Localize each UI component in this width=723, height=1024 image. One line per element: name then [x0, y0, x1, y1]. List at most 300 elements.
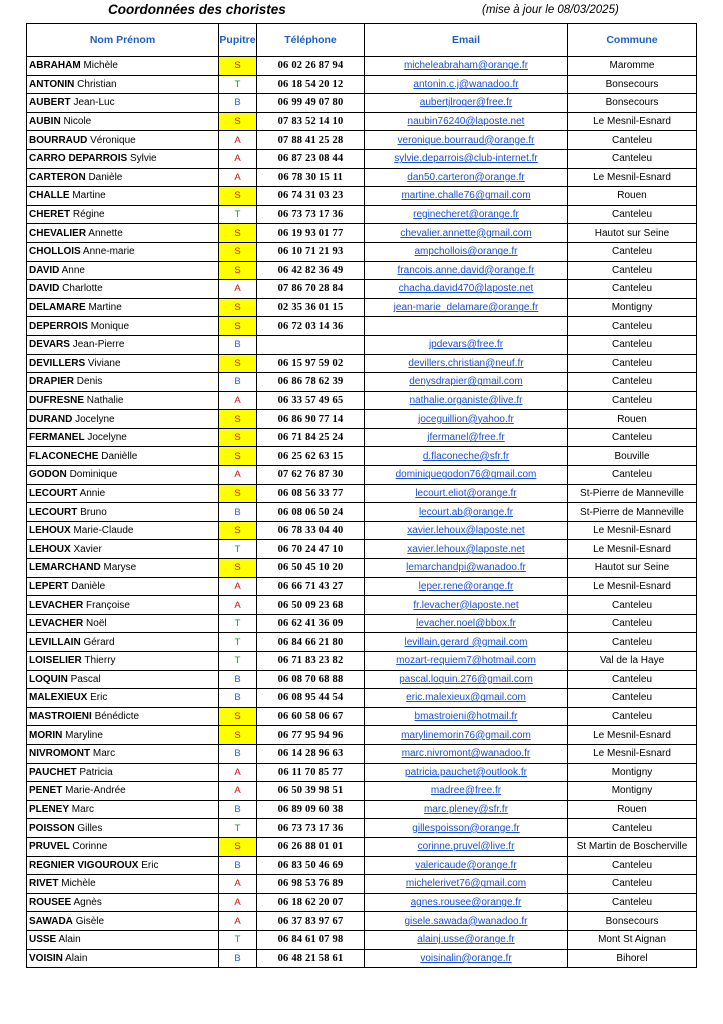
email-cell [365, 205, 568, 224]
commune-cell: Canteleu [568, 819, 697, 838]
last-name: DRAPIER [29, 376, 75, 388]
email-cell [365, 447, 568, 466]
commune-cell: Bonsecours [568, 94, 697, 113]
last-name: LOQUIN [29, 673, 68, 685]
name-cell [27, 131, 219, 150]
name-cell [27, 782, 219, 801]
table-row [27, 837, 697, 856]
commune-cell: Hautot sur Seine [568, 224, 697, 243]
email-cell [365, 521, 568, 540]
email-cell [365, 503, 568, 522]
first-name: Christian [77, 78, 117, 90]
table-row [27, 298, 697, 317]
phone-cell: 06 99 49 07 80 [257, 94, 365, 113]
first-name: Jocelyne [75, 413, 115, 425]
email-link[interactable]: jfermanel@free.fr [427, 432, 505, 444]
name-cell [27, 317, 219, 336]
email-link[interactable]: antonin.c.j@wanadoo.fr [413, 78, 519, 90]
pupitre-cell: A [219, 875, 257, 894]
table-row [27, 242, 697, 261]
email-cell [365, 261, 568, 280]
email-cell [365, 744, 568, 763]
last-name: LOISELIER [29, 655, 82, 667]
email-link[interactable]: dan50.carteron@orange.fr [407, 171, 525, 183]
email-cell [365, 187, 568, 206]
last-name: NIVROMONT [29, 748, 91, 760]
email-link[interactable]: naubin76240@laposte.net [407, 116, 525, 128]
name-cell [27, 112, 219, 131]
name-cell [27, 391, 219, 410]
pupitre-cell: S [219, 224, 257, 243]
commune-cell: Hautot sur Seine [568, 559, 697, 578]
email-link[interactable]: patricia.pauchet@outlook.fr [405, 766, 527, 778]
commune-cell: Canteleu [568, 373, 697, 392]
name-cell [27, 503, 219, 522]
email-link[interactable]: alainj.usse@orange.fr [417, 934, 515, 946]
name-cell [27, 856, 219, 875]
table-row [27, 410, 697, 429]
first-name: Nicole [63, 116, 92, 128]
phone-cell: 06 26 88 01 01 [257, 837, 365, 856]
last-name: MALEXIEUX [29, 692, 88, 704]
email-link[interactable]: gisele.sawada@wanadoo.fr [404, 915, 528, 927]
pupitre-cell: S [219, 354, 257, 373]
email-cell [365, 763, 568, 782]
phone-cell: 07 88 41 25 28 [257, 131, 365, 150]
phone-cell: 06 18 54 20 12 [257, 75, 365, 94]
pupitre-cell: S [219, 112, 257, 131]
phone-cell: 06 71 83 23 82 [257, 652, 365, 671]
email-link[interactable]: eric.malexieux@gmail.com [406, 692, 526, 704]
email-link[interactable]: levacher.noel@bbox.fr [416, 618, 516, 630]
commune-cell: Canteleu [568, 354, 697, 373]
email-link[interactable]: madree@free.fr [430, 785, 502, 797]
first-name: Gilles [77, 822, 103, 834]
first-name: Thierry [84, 655, 116, 667]
phone-cell: 06 77 95 94 96 [257, 726, 365, 745]
table-row [27, 354, 697, 373]
phone-cell: 06 15 97 59 02 [257, 354, 365, 373]
email-link[interactable]: martine.challe76@gmail.com [401, 190, 531, 202]
email-cell [365, 428, 568, 447]
first-name: Charlotte [62, 283, 103, 295]
pupitre-cell: A [219, 131, 257, 150]
email-cell [365, 112, 568, 131]
phone-cell: 06 50 45 10 20 [257, 559, 365, 578]
table-row [27, 949, 697, 968]
commune-cell: Rouen [568, 800, 697, 819]
phone-cell: 06 02 26 87 94 [257, 57, 365, 76]
commune-cell: Mont St Aignan [568, 930, 697, 949]
commune-cell: Le Mesnil-Esnard [568, 112, 697, 131]
email-link[interactable]: joceguillion@yahoo.fr [418, 413, 514, 425]
commune-cell: Canteleu [568, 689, 697, 708]
phone-cell: 06 37 83 97 67 [257, 912, 365, 931]
commune-cell: Canteleu [568, 149, 697, 168]
name-cell [27, 242, 219, 261]
email-link[interactable]: mozart-requiem7@hotmail.com [396, 655, 536, 667]
name-cell [27, 335, 219, 354]
commune-cell: Canteleu [568, 335, 697, 354]
table-row [27, 577, 697, 596]
column-header-name: Nom Prénom [27, 24, 219, 57]
table-row [27, 856, 697, 875]
first-name: Michèle [83, 60, 118, 72]
phone-cell: 06 62 41 36 09 [257, 614, 365, 633]
phone-cell: 07 62 76 87 30 [257, 466, 365, 485]
pupitre-cell: S [219, 447, 257, 466]
email-link[interactable]: d.flaconeche@sfr.fr [422, 450, 510, 462]
table-row [27, 94, 697, 113]
pupitre-cell: T [219, 75, 257, 94]
last-name: ANTONIN [29, 78, 75, 90]
email-cell [365, 949, 568, 968]
name-cell [27, 224, 219, 243]
email-link[interactable]: nathalie.organiste@live.fr [409, 394, 523, 406]
phone-cell: 06 48 21 58 61 [257, 949, 365, 968]
phone-cell: 06 50 39 98 51 [257, 782, 365, 801]
last-name: DEVARS [29, 339, 70, 351]
pupitre-cell: B [219, 94, 257, 113]
email-link[interactable]: dominiquegodon76@gmail.com [395, 469, 537, 481]
name-cell [27, 149, 219, 168]
email-link[interactable]: veronique.bourraud@orange.fr [397, 134, 535, 146]
email-link[interactable]: gillespoisson@orange.fr [412, 822, 520, 834]
pupitre-cell: B [219, 689, 257, 708]
commune-cell: Bonsecours [568, 75, 697, 94]
email-link[interactable]: marylinemorin76@gmail.com [401, 729, 531, 741]
last-name: DURAND [29, 413, 73, 425]
table-row [27, 187, 697, 206]
commune-cell: Canteleu [568, 280, 697, 299]
email-link[interactable]: micheleabraham@orange.fr [403, 60, 529, 72]
table-row [27, 149, 697, 168]
commune-cell: Canteleu [568, 670, 697, 689]
commune-cell: Canteleu [568, 466, 697, 485]
table-row [27, 540, 697, 559]
email-link[interactable]: marc.pleney@sfr.fr [423, 804, 509, 816]
commune-cell: Canteleu [568, 614, 697, 633]
phone-cell: 06 72 03 14 36 [257, 317, 365, 336]
table-row [27, 670, 697, 689]
email-cell [365, 484, 568, 503]
last-name: DAVID [29, 283, 60, 295]
pupitre-cell: A [219, 782, 257, 801]
email-cell [365, 410, 568, 429]
phone-cell: 06 08 06 50 24 [257, 503, 365, 522]
table-row [27, 57, 697, 76]
email-cell [365, 800, 568, 819]
last-name: REGNIER VIGOUROUX [29, 859, 139, 871]
table-row [27, 893, 697, 912]
email-cell [365, 94, 568, 113]
commune-cell: Le Mesnil-Esnard [568, 168, 697, 187]
name-cell [27, 205, 219, 224]
phone-cell: 06 74 31 03 23 [257, 187, 365, 206]
name-cell [27, 912, 219, 931]
email-link[interactable]: aubertjlroger@free.fr [419, 97, 513, 109]
email-link[interactable]: ampchollois@orange.fr [414, 246, 518, 258]
email-link[interactable]: michelerivet76@gmail.com [405, 878, 527, 890]
phone-cell: 06 73 73 17 36 [257, 205, 365, 224]
commune-cell: Canteleu [568, 893, 697, 912]
first-name: Maryline [65, 729, 103, 741]
first-name: Marc [71, 804, 95, 816]
email-cell [365, 57, 568, 76]
name-cell [27, 633, 219, 652]
last-name: VOISIN [29, 952, 63, 964]
last-name: CHOLLOIS [29, 246, 81, 258]
last-name: CHERET [29, 209, 71, 221]
table-row [27, 335, 697, 354]
email-link[interactable]: xavier.lehoux@laposte.net [407, 543, 525, 555]
email-link[interactable]: francois.anne.david@orange.fr [397, 264, 535, 276]
column-header-telephone: Téléphone [257, 24, 365, 57]
last-name: LEPERT [29, 580, 69, 592]
last-name: CARTERON [29, 171, 86, 183]
table-row [27, 800, 697, 819]
first-name: Jocelyne [87, 432, 127, 444]
email-link[interactable]: corinne.pruvel@live.fr [417, 841, 515, 853]
name-cell [27, 428, 219, 447]
pupitre-cell: A [219, 149, 257, 168]
email-link[interactable]: xavier.lehoux@laposte.net [407, 525, 525, 537]
column-header-commune: Commune [568, 24, 697, 57]
email-link[interactable]: sylvie.deparrois@club-internet.fr [394, 153, 538, 165]
table-row [27, 391, 697, 410]
commune-cell: Val de la Haye [568, 652, 697, 671]
name-cell [27, 521, 219, 540]
commune-cell: Canteleu [568, 633, 697, 652]
phone-cell: 06 70 24 47 10 [257, 540, 365, 559]
commune-cell: Canteleu [568, 261, 697, 280]
name-cell [27, 261, 219, 280]
commune-cell: Canteleu [568, 856, 697, 875]
table-row [27, 912, 697, 931]
table-row [27, 447, 697, 466]
pupitre-cell: B [219, 949, 257, 968]
first-name: Marie-Claude [73, 525, 134, 537]
email-link[interactable]: devillers.christian@neuf.fr [408, 357, 524, 369]
email-link[interactable]: chevalier.annette@gmail.com [400, 227, 532, 239]
email-link[interactable]: lecourt.eliot@orange.fr [415, 487, 517, 499]
pupitre-cell: A [219, 912, 257, 931]
last-name: ABRAHAM [29, 60, 81, 72]
pupitre-cell: A [219, 466, 257, 485]
email-link[interactable]: reginecheret@orange.fr [413, 209, 519, 221]
email-cell [365, 856, 568, 875]
email-link[interactable]: voisinalin@orange.fr [420, 952, 512, 964]
email-cell [365, 149, 568, 168]
email-cell [365, 168, 568, 187]
last-name: LEHOUX [29, 525, 71, 537]
phone-cell: 06 83 50 46 69 [257, 856, 365, 875]
phone-cell [257, 335, 365, 354]
name-cell [27, 949, 219, 968]
email-cell [365, 707, 568, 726]
commune-cell: Bihorel [568, 949, 697, 968]
commune-cell: Canteleu [568, 205, 697, 224]
phone-cell: 06 33 57 49 65 [257, 391, 365, 410]
pupitre-cell: S [219, 484, 257, 503]
update-date: (mise à jour le 08/03/2025) [482, 4, 619, 16]
first-name: Anne-marie [82, 246, 135, 258]
commune-cell: Canteleu [568, 131, 697, 150]
commune-cell: Rouen [568, 187, 697, 206]
first-name: Jean-Luc [73, 97, 115, 109]
email-cell [365, 224, 568, 243]
first-name: Corinne [72, 841, 108, 853]
first-name: Viviane [87, 357, 121, 369]
last-name: LECOURT [29, 487, 78, 499]
table-row [27, 521, 697, 540]
last-name: LEVILLAIN [29, 636, 81, 648]
email-link[interactable]: lemarchandpi@wanadoo.fr [406, 562, 526, 574]
phone-cell: 06 84 66 21 80 [257, 633, 365, 652]
first-name: Monique [90, 320, 130, 332]
first-name: Denis [76, 376, 103, 388]
table-row [27, 75, 697, 94]
table-row [27, 707, 697, 726]
last-name: BOURRAUD [29, 134, 88, 146]
last-name: CHEVALIER [29, 227, 87, 239]
first-name: Françoise [86, 599, 130, 611]
email-link[interactable]: valericaude@orange.fr [415, 859, 517, 871]
phone-cell: 06 78 30 15 11 [257, 168, 365, 187]
last-name: PLENEY [29, 804, 70, 816]
phone-cell: 06 60 58 06 67 [257, 707, 365, 726]
phone-cell: 06 50 09 23 68 [257, 596, 365, 615]
email-cell [365, 317, 568, 336]
document-title: Coordonnées des choristes [108, 2, 286, 17]
table-row [27, 484, 697, 503]
email-link[interactable]: jpdevars@free.fr [428, 339, 504, 351]
pupitre-cell: S [219, 298, 257, 317]
commune-cell: Le Mesnil-Esnard [568, 540, 697, 559]
table-row [27, 819, 697, 838]
phone-cell: 06 19 93 01 77 [257, 224, 365, 243]
email-link[interactable]: levillain.gerard @gmail.com [404, 636, 528, 648]
last-name: FLACONECHE [29, 450, 99, 462]
first-name: Marie-Andrée [65, 785, 126, 797]
commune-cell: Montigny [568, 298, 697, 317]
pupitre-cell: T [219, 205, 257, 224]
email-link[interactable]: fr.levacher@laposte.net [413, 599, 519, 611]
last-name: LEVACHER [29, 599, 84, 611]
last-name: DELAMARE [29, 302, 86, 314]
name-cell [27, 354, 219, 373]
pupitre-cell: A [219, 391, 257, 410]
pupitre-cell: S [219, 317, 257, 336]
last-name: GODON [29, 469, 67, 481]
name-cell [27, 540, 219, 559]
first-name: Alain [65, 952, 88, 964]
pupitre-cell: B [219, 800, 257, 819]
phone-cell: 06 08 70 68 88 [257, 670, 365, 689]
pupitre-cell: S [219, 726, 257, 745]
first-name: Nathalie [86, 394, 124, 406]
last-name: RIVET [29, 878, 59, 890]
email-link[interactable]: jean-marie_delamare@orange.fr [393, 302, 539, 314]
first-name: Martine [88, 302, 122, 314]
phone-cell: 06 10 71 21 93 [257, 242, 365, 261]
phone-cell: 06 66 71 43 27 [257, 577, 365, 596]
last-name: PAUCHET [29, 766, 77, 778]
last-name: ROUSEE [29, 897, 72, 909]
first-name: Anne [61, 264, 85, 276]
phone-cell: 06 73 73 17 36 [257, 819, 365, 838]
pupitre-cell: S [219, 410, 257, 429]
name-cell [27, 373, 219, 392]
pupitre-cell: A [219, 280, 257, 299]
pupitre-cell: S [219, 837, 257, 856]
pupitre-cell: B [219, 335, 257, 354]
column-header-pupitre: Pupitre [219, 24, 257, 57]
first-name: Sylvie [129, 153, 157, 165]
first-name: Régine [72, 209, 105, 221]
first-name: Danièle [88, 171, 123, 183]
email-link[interactable]: pascal.loquin.276@gmail.com [399, 673, 533, 685]
first-name: Jean-Pierre [72, 339, 125, 351]
name-cell [27, 707, 219, 726]
email-cell [365, 912, 568, 931]
email-link[interactable]: leper.rene@orange.fr [418, 580, 514, 592]
phone-cell: 06 86 90 77 14 [257, 410, 365, 429]
email-link[interactable]: bmastroieni@hotmail.fr [414, 711, 518, 723]
commune-cell: Canteleu [568, 428, 697, 447]
commune-cell: Le Mesnil-Esnard [568, 726, 697, 745]
last-name: MORIN [29, 729, 63, 741]
pupitre-cell: S [219, 187, 257, 206]
first-name: Marc [92, 748, 116, 760]
email-link[interactable]: marc.nivromont@wanadoo.fr [401, 748, 531, 760]
first-name: Eric [90, 692, 108, 704]
name-cell [27, 800, 219, 819]
email-link[interactable]: denysdrapier@gmail.com [409, 376, 523, 388]
name-cell [27, 689, 219, 708]
table-row [27, 112, 697, 131]
email-link[interactable]: chacha.david470@laposte.net [398, 283, 534, 295]
first-name: Xavier [73, 543, 102, 555]
table-row [27, 224, 697, 243]
email-cell [365, 335, 568, 354]
pupitre-cell: T [219, 540, 257, 559]
email-cell [365, 689, 568, 708]
column-header-email: Email [365, 24, 568, 57]
email-cell [365, 373, 568, 392]
email-cell [365, 930, 568, 949]
pupitre-cell: A [219, 577, 257, 596]
email-link[interactable]: lecourt.ab@orange.fr [418, 506, 514, 518]
last-name: PRUVEL [29, 841, 70, 853]
commune-cell: St-Pierre de Manneville [568, 503, 697, 522]
table-row [27, 596, 697, 615]
name-cell [27, 298, 219, 317]
phone-cell: 06 11 70 85 77 [257, 763, 365, 782]
first-name: Annette [88, 227, 123, 239]
pupitre-cell: T [219, 930, 257, 949]
email-link[interactable]: agnes.rousee@orange.fr [410, 897, 522, 909]
phone-cell: 06 08 95 44 54 [257, 689, 365, 708]
pupitre-cell: T [219, 633, 257, 652]
pupitre-cell: B [219, 744, 257, 763]
name-cell [27, 596, 219, 615]
pupitre-cell: S [219, 559, 257, 578]
name-cell [27, 726, 219, 745]
commune-cell: St Martin de Boscherville [568, 837, 697, 856]
last-name: AUBERT [29, 97, 71, 109]
commune-cell: Montigny [568, 763, 697, 782]
